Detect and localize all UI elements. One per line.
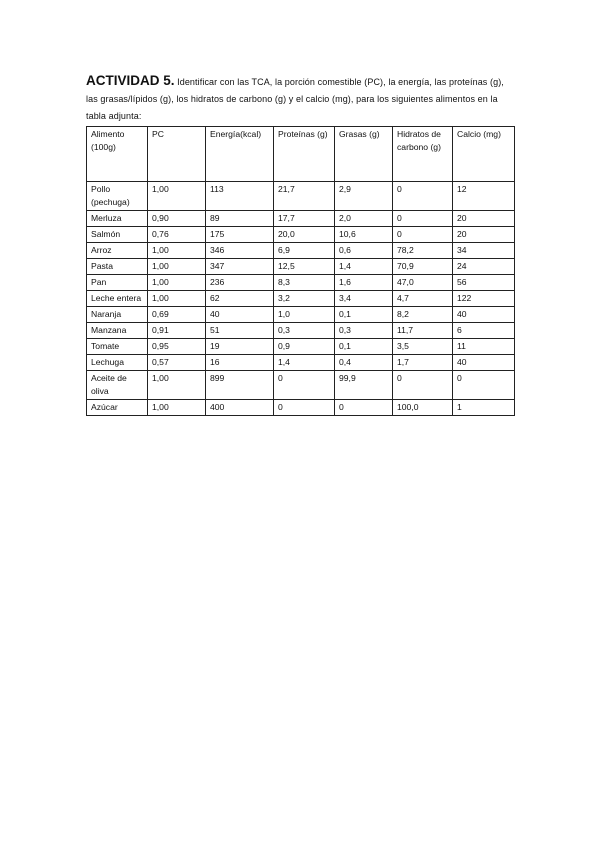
cell-hidratos: 8,2: [393, 307, 453, 323]
cell-calcio: 122: [453, 291, 515, 307]
cell-grasas: 0,4: [335, 355, 393, 371]
table-row: [87, 339, 515, 355]
cell-proteinas: 12,5: [274, 259, 335, 275]
table-row: [87, 182, 515, 211]
cell-pc: 0,57: [148, 355, 206, 371]
cell-grasas: 0,6: [335, 243, 393, 259]
cell-energia: 16: [206, 355, 274, 371]
cell-pc: 0,95: [148, 339, 206, 355]
cell-grasas: 99,9: [335, 371, 393, 400]
cell-grasas: 2,9: [335, 182, 393, 211]
cell-proteinas: 8,3: [274, 275, 335, 291]
cell-hidratos: 0: [393, 211, 453, 227]
cell-hidratos: 1,7: [393, 355, 453, 371]
cell-hidratos: 3,5: [393, 339, 453, 355]
table-header-row: [87, 127, 515, 182]
cell-alimento: Arroz: [87, 243, 148, 259]
table-row: [87, 355, 515, 371]
cell-pc: 0,76: [148, 227, 206, 243]
cell-calcio: 40: [453, 307, 515, 323]
cell-calcio: 20: [453, 227, 515, 243]
cell-proteinas: 20,0: [274, 227, 335, 243]
cell-grasas: 0: [335, 400, 393, 416]
cell-calcio: 40: [453, 355, 515, 371]
cell-proteinas: 6,9: [274, 243, 335, 259]
header-calcio: Calcio (mg): [453, 127, 515, 182]
cell-energia: 89: [206, 211, 274, 227]
cell-energia: 113: [206, 182, 274, 211]
header-grasas: Grasas (g): [335, 127, 393, 182]
cell-pc: 0,90: [148, 211, 206, 227]
cell-alimento: Manzana: [87, 323, 148, 339]
cell-pc: 1,00: [148, 182, 206, 211]
cell-alimento: Azúcar: [87, 400, 148, 416]
cell-calcio: 56: [453, 275, 515, 291]
header-hidratos: Hidratos de carbono (g): [393, 127, 453, 182]
cell-pc: 0,69: [148, 307, 206, 323]
cell-energia: 236: [206, 275, 274, 291]
cell-pc: 1,00: [148, 291, 206, 307]
table-row: [87, 227, 515, 243]
cell-energia: 400: [206, 400, 274, 416]
cell-calcio: 34: [453, 243, 515, 259]
cell-energia: 347: [206, 259, 274, 275]
table-row: [87, 323, 515, 339]
table-row: [87, 211, 515, 227]
table-row: [87, 259, 515, 275]
cell-grasas: 0,3: [335, 323, 393, 339]
cell-energia: 175: [206, 227, 274, 243]
cell-calcio: 1: [453, 400, 515, 416]
cell-hidratos: 0: [393, 371, 453, 400]
table-row: [87, 243, 515, 259]
cell-calcio: 6: [453, 323, 515, 339]
cell-alimento: Salmón: [87, 227, 148, 243]
cell-proteinas: 0,9: [274, 339, 335, 355]
cell-pc: 1,00: [148, 275, 206, 291]
table-row: [87, 275, 515, 291]
cell-hidratos: 47,0: [393, 275, 453, 291]
cell-energia: 346: [206, 243, 274, 259]
cell-proteinas: 3,2: [274, 291, 335, 307]
table-row: [87, 291, 515, 307]
cell-hidratos: 0: [393, 182, 453, 211]
cell-pc: 1,00: [148, 371, 206, 400]
cell-alimento: Naranja: [87, 307, 148, 323]
cell-alimento: Aceite de oliva: [87, 371, 148, 400]
cell-hidratos: 100,0: [393, 400, 453, 416]
cell-energia: 51: [206, 323, 274, 339]
cell-pc: 1,00: [148, 400, 206, 416]
cell-proteinas: 0: [274, 400, 335, 416]
activity-instructions: Identificar con las TCA, la porción comestible (PC), la energía, las proteínas (g), las grasas/lípidos (g), los hidratos de carbono (g) y el calcio (mg), para los siguientes alimentos en la tabla adjunta:: [86, 77, 504, 121]
activity-heading: [86, 72, 516, 125]
cell-energia: 899: [206, 371, 274, 400]
cell-alimento: Pasta: [87, 259, 148, 275]
cell-pc: 1,00: [148, 243, 206, 259]
cell-alimento: Merluza: [87, 211, 148, 227]
cell-calcio: 0: [453, 371, 515, 400]
cell-hidratos: 0: [393, 227, 453, 243]
nutrition-table: [86, 126, 515, 416]
cell-calcio: 20: [453, 211, 515, 227]
cell-alimento: Pan: [87, 275, 148, 291]
cell-proteinas: 1,4: [274, 355, 335, 371]
cell-hidratos: 11,7: [393, 323, 453, 339]
cell-pc: 0,91: [148, 323, 206, 339]
cell-pc: 1,00: [148, 259, 206, 275]
header-alimento: Alimento (100g): [87, 127, 148, 182]
cell-grasas: 2,0: [335, 211, 393, 227]
table-row: [87, 371, 515, 400]
cell-alimento: Pollo (pechuga): [87, 182, 148, 211]
cell-grasas: 1,4: [335, 259, 393, 275]
cell-grasas: 0,1: [335, 307, 393, 323]
cell-hidratos: 78,2: [393, 243, 453, 259]
table-row: [87, 307, 515, 323]
cell-hidratos: 4,7: [393, 291, 453, 307]
cell-proteinas: 17,7: [274, 211, 335, 227]
cell-proteinas: 0,3: [274, 323, 335, 339]
cell-hidratos: 70,9: [393, 259, 453, 275]
cell-proteinas: 0: [274, 371, 335, 400]
cell-alimento: Tomate: [87, 339, 148, 355]
cell-alimento: Lechuga: [87, 355, 148, 371]
cell-grasas: 0,1: [335, 339, 393, 355]
header-proteinas: Proteínas (g): [274, 127, 335, 182]
cell-energia: 40: [206, 307, 274, 323]
cell-grasas: 3,4: [335, 291, 393, 307]
table-row: [87, 400, 515, 416]
cell-proteinas: 1,0: [274, 307, 335, 323]
cell-grasas: 10,6: [335, 227, 393, 243]
activity-title: ACTIVIDAD 5.: [86, 73, 175, 88]
cell-calcio: 12: [453, 182, 515, 211]
cell-calcio: 24: [453, 259, 515, 275]
header-energia: Energía(kcal): [206, 127, 274, 182]
header-pc: PC: [148, 127, 206, 182]
cell-proteinas: 21,7: [274, 182, 335, 211]
table-body: [87, 182, 515, 416]
cell-grasas: 1,6: [335, 275, 393, 291]
cell-energia: 19: [206, 339, 274, 355]
cell-energia: 62: [206, 291, 274, 307]
cell-calcio: 11: [453, 339, 515, 355]
cell-alimento: Leche entera: [87, 291, 148, 307]
